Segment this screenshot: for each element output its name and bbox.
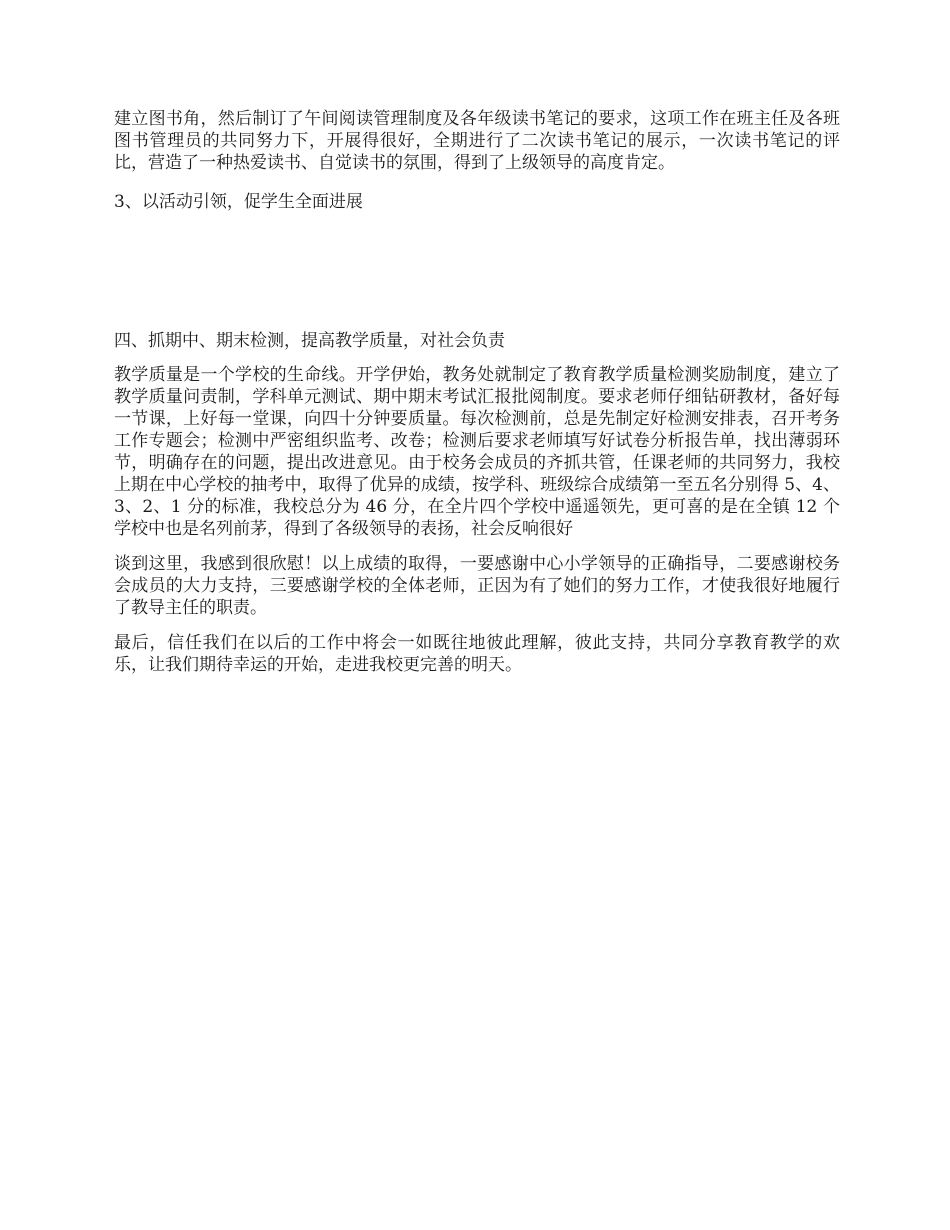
section-heading-activities: 3、以活动引领，促学生全面进展 xyxy=(114,192,363,212)
paragraph-teaching-quality: 教学质量是一个学校的生命线。开学伊始，教务处就制定了教育教学质量检测奖励制度，建立了教学质量问责制，学科单元测试、期中期末考试汇报批阅制度。要求老师仔细钻研教材，备好每一节课，上好每一堂课，向四十分钟要质量。每次检测前，总是先制定好检测安排表，召开考务工作专题会；检测中严密组织监考、改卷；检测后要求老师填写好试卷分析报告单，找出薄弱环节，明确存在的问题，提出改进意见。由于校务会成员的齐抓共管，任课老师的共同努力，我校上期在中心学校的抽考中，取得了优异的成绩，按学科、班级综合成绩第一至五名分别得 5、4、3、2、1 分的标准，我校总分为 46 分，在全片四个学校中遥遥领先，更可喜的是在全镇 12 个学校中也是名列前茅，得到了各级领导的表扬，社会反响很好 xyxy=(114,365,840,539)
paragraph-gratitude: 谈到这里，我感到很欣慰！以上成绩的取得，一要感谢中心小学领导的正确指导，二要感谢校务会成员的大力支持，三要感谢学校的全体老师，正因为有了她们的努力工作，才使我很好地履行了教导主任的职责。 xyxy=(114,554,840,618)
section-heading-exams: 四、抓期中、期末检测，提高教学质量，对社会负责 xyxy=(114,331,505,351)
paragraph-reading-corner: 建立图书角，然后制订了午间阅读管理制度及各年级读书笔记的要求，这项工作在班主任及各班图书管理员的共同努力下，开展得很好，全期进行了二次读书笔记的展示，一次读书笔记的评比，营造了一种热爱读书、自觉读书的氛围，得到了上级领导的高度肯定。 xyxy=(114,109,840,173)
paragraph-closing: 最后，信任我们在以后的工作中将会一如既往地彼此理解，彼此支持，共同分享教育教学的欢乐，让我们期待幸运的开始，走进我校更完善的明天。 xyxy=(114,633,840,675)
document-body xyxy=(114,108,840,676)
